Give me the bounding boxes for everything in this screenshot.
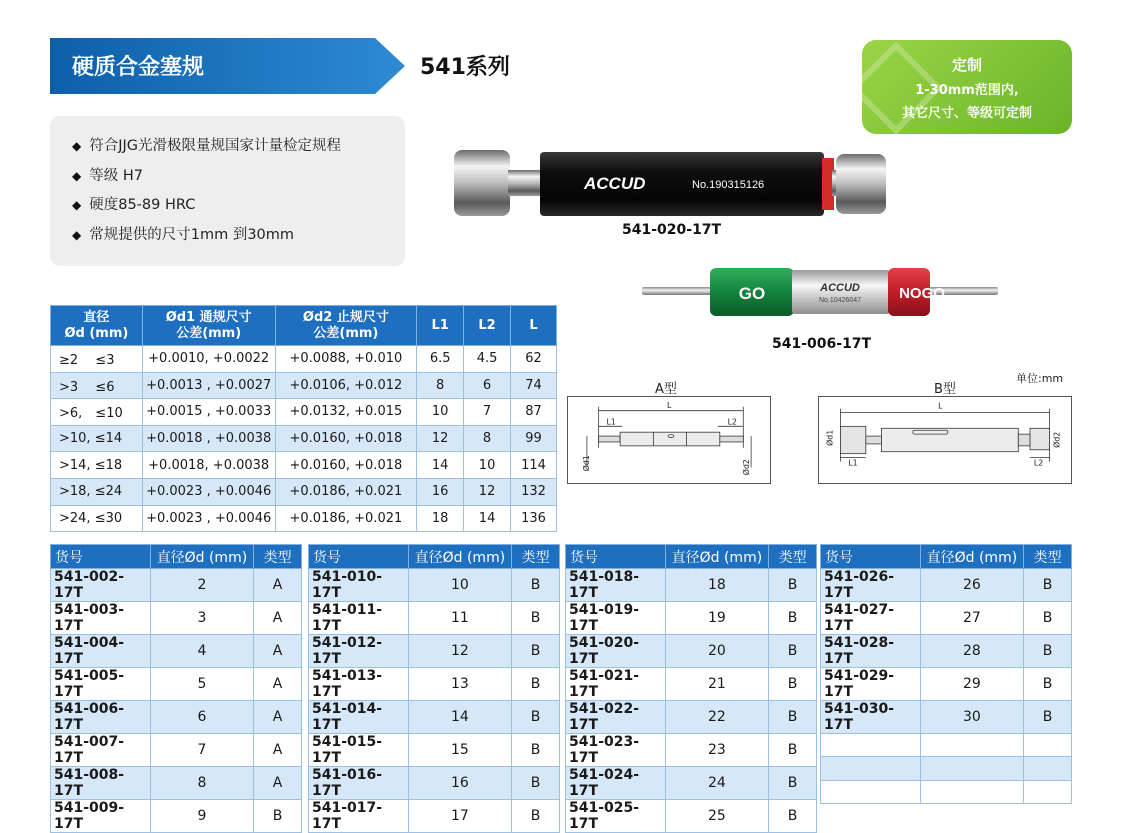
type-cell: A	[254, 569, 302, 602]
diameter-cell: 8	[150, 767, 254, 800]
part-number-cell: 541-004-17T	[51, 635, 151, 668]
spec-cell: 7	[464, 399, 511, 426]
part-number-cell: 541-003-17T	[51, 602, 151, 635]
part-number-cell	[821, 780, 921, 803]
type-cell	[1024, 780, 1072, 803]
type-cell: B	[512, 701, 560, 734]
dim-l2-b: L2	[1033, 458, 1044, 468]
diameter-cell	[920, 757, 1024, 780]
part-number-cell	[821, 734, 921, 757]
table-row	[566, 569, 817, 602]
col-header-type: 类型	[512, 545, 560, 569]
table-row	[309, 800, 560, 833]
table-row	[566, 701, 817, 734]
part-number-cell: 541-017-17T	[309, 800, 409, 833]
spec-cell: +0.0186, +0.021	[275, 505, 417, 532]
spec-row	[51, 478, 557, 505]
spec-cell: 16	[417, 478, 464, 505]
table-row	[51, 701, 302, 734]
type-cell: A	[254, 602, 302, 635]
parts-table-4	[820, 544, 1072, 804]
type-cell: B	[512, 668, 560, 701]
part-number-cell: 541-029-17T	[821, 668, 921, 701]
diameter-cell: 30	[920, 701, 1024, 734]
feature-item	[72, 162, 405, 192]
diameter-cell: 19	[665, 602, 769, 635]
dim-l-b: L	[938, 401, 943, 411]
diameter-cell: 12	[408, 635, 512, 668]
part-number-cell: 541-021-17T	[566, 668, 666, 701]
table-row	[51, 734, 302, 767]
col-header-l1: L1	[417, 306, 464, 346]
col-header-part-no: 货号	[51, 545, 151, 569]
diameter-cell: 18	[665, 569, 769, 602]
spec-cell: 12	[417, 425, 464, 452]
part-number-cell: 541-026-17T	[821, 569, 921, 602]
type-cell: B	[769, 800, 817, 833]
type-cell: B	[769, 668, 817, 701]
drawing-b-title: B型	[934, 382, 956, 397]
col-header-type: 类型	[1024, 545, 1072, 569]
table-row	[566, 800, 817, 833]
spec-cell: >10, ≤14	[51, 425, 143, 452]
go-label: GO	[738, 284, 766, 303]
product-label-top: 541-020-17T	[622, 222, 722, 238]
parts-header-row	[51, 545, 302, 569]
drawing-type-b	[818, 396, 1072, 484]
table-row	[821, 668, 1072, 701]
spec-cell: 4.5	[464, 346, 511, 373]
diameter-cell: 10	[408, 569, 512, 602]
page-title: 硬质合金塞规	[72, 55, 205, 80]
feature-text: 等级 H7	[89, 167, 143, 184]
type-cell: B	[512, 635, 560, 668]
type-cell: B	[769, 569, 817, 602]
part-number-cell: 541-013-17T	[309, 668, 409, 701]
table-row	[566, 668, 817, 701]
diameter-cell: 3	[150, 602, 254, 635]
table-row	[51, 800, 302, 833]
diameter-cell: 15	[408, 734, 512, 767]
table-row	[821, 635, 1072, 668]
part-number-cell: 541-007-17T	[51, 734, 151, 767]
spec-cell: >24, ≤30	[51, 505, 143, 532]
type-cell: B	[769, 734, 817, 767]
spec-cell: +0.0186, +0.021	[275, 478, 417, 505]
table-row	[821, 780, 1072, 803]
part-number-cell: 541-027-17T	[821, 602, 921, 635]
col-header-part-no: 货号	[309, 545, 409, 569]
type-cell: A	[254, 767, 302, 800]
col-header-l: L	[511, 306, 557, 346]
spec-cell: 6.5	[417, 346, 464, 373]
spec-cell: 136	[511, 505, 557, 532]
serial-number-small: No.10426047	[818, 297, 862, 304]
diamond-bullet-icon: ◆	[72, 139, 82, 153]
dim-d2-b: Ød2	[1052, 431, 1062, 448]
col-header-diameter: 直径Ød (mm)	[150, 545, 254, 569]
type-cell: A	[254, 635, 302, 668]
diameter-cell	[920, 780, 1024, 803]
spec-cell: 62	[511, 346, 557, 373]
spec-cell: +0.0106, +0.012	[275, 372, 417, 399]
part-number-cell: 541-005-17T	[51, 668, 151, 701]
col-header-diameter: 直径Ød (mm)	[665, 545, 769, 569]
table-row	[51, 569, 302, 602]
product-label-bottom: 541-006-17T	[772, 336, 872, 352]
feature-item	[72, 132, 405, 162]
diameter-cell: 7	[150, 734, 254, 767]
diameter-cell	[920, 734, 1024, 757]
spec-cell: +0.0018, +0.0038	[142, 452, 275, 479]
diameter-cell: 27	[920, 602, 1024, 635]
parts-table-2	[308, 544, 560, 833]
part-number-cell: 541-009-17T	[51, 800, 151, 833]
spec-cell: 99	[511, 425, 557, 452]
table-row	[566, 602, 817, 635]
drawing-type-a	[567, 396, 771, 484]
part-number-cell: 541-023-17T	[566, 734, 666, 767]
col-header-nogo-size: Ød2 止规尺寸 公差(mm)	[275, 306, 417, 346]
dim-l: L	[667, 400, 672, 410]
part-number-cell: 541-012-17T	[309, 635, 409, 668]
diameter-cell: 16	[408, 767, 512, 800]
table-row	[566, 767, 817, 800]
dim-d1: Ød1	[581, 455, 591, 472]
diameter-cell: 2	[150, 569, 254, 602]
series-title: 541系列	[420, 55, 510, 80]
spec-cell: >3 ≤6	[51, 372, 143, 399]
type-cell: B	[512, 767, 560, 800]
diameter-cell: 6	[150, 701, 254, 734]
parts-header-row	[821, 545, 1072, 569]
spec-cell: +0.0010, +0.0022	[142, 346, 275, 373]
type-cell	[1024, 757, 1072, 780]
spec-cell: 14	[464, 505, 511, 532]
table-row	[51, 635, 302, 668]
table-row	[821, 569, 1072, 602]
type-cell: B	[769, 635, 817, 668]
part-number-cell: 541-014-17T	[309, 701, 409, 734]
type-cell: A	[254, 668, 302, 701]
spec-header-row	[51, 306, 557, 346]
type-cell	[1024, 734, 1072, 757]
feature-text: 符合JJG光滑极限量规国家计量检定规程	[89, 138, 342, 154]
type-cell: A	[254, 701, 302, 734]
diameter-cell: 11	[408, 602, 512, 635]
part-number-cell: 541-015-17T	[309, 734, 409, 767]
parts-table-1	[50, 544, 302, 833]
diameter-cell: 5	[150, 668, 254, 701]
diameter-cell: 4	[150, 635, 254, 668]
diameter-cell: 13	[408, 668, 512, 701]
spec-cell: +0.0013 , +0.0027	[142, 372, 275, 399]
type-cell: B	[769, 767, 817, 800]
dim-l2: L2	[727, 417, 737, 427]
col-header-part-no: 货号	[566, 545, 666, 569]
custom-order-badge	[862, 40, 1072, 134]
part-number-cell	[821, 757, 921, 780]
spec-cell: ≥2 ≤3	[51, 346, 143, 373]
diamond-bullet-icon: ◆	[72, 198, 82, 212]
table-row	[309, 668, 560, 701]
diameter-cell: 17	[408, 800, 512, 833]
diameter-cell: 28	[920, 635, 1024, 668]
spec-cell: +0.0023 , +0.0046	[142, 478, 275, 505]
table-row	[821, 701, 1072, 734]
spec-cell: +0.0160, +0.018	[275, 452, 417, 479]
plug-gauge-photo-top	[452, 148, 888, 220]
part-number-cell: 541-030-17T	[821, 701, 921, 734]
table-row	[821, 602, 1072, 635]
part-number-cell: 541-006-17T	[51, 701, 151, 734]
table-row	[821, 734, 1072, 757]
part-number-cell: 541-019-17T	[566, 602, 666, 635]
table-row	[566, 635, 817, 668]
part-number-cell: 541-024-17T	[566, 767, 666, 800]
diameter-cell: 21	[665, 668, 769, 701]
spec-cell: +0.0088, +0.010	[275, 346, 417, 373]
part-number-cell: 541-002-17T	[51, 569, 151, 602]
col-header-diameter: 直径Ød (mm)	[408, 545, 512, 569]
part-number-cell: 541-025-17T	[566, 800, 666, 833]
table-row	[309, 734, 560, 767]
diameter-cell: 23	[665, 734, 769, 767]
spec-cell: +0.0160, +0.018	[275, 425, 417, 452]
diameter-cell: 24	[665, 767, 769, 800]
col-header-diameter: 直径Ød (mm)	[920, 545, 1024, 569]
part-number-cell: 541-008-17T	[51, 767, 151, 800]
type-cell: B	[1024, 701, 1072, 734]
part-number-cell: 541-022-17T	[566, 701, 666, 734]
type-cell: B	[512, 734, 560, 767]
feature-list	[50, 116, 405, 266]
dim-l1: L1	[606, 417, 616, 427]
dim-d2: Ød2	[742, 459, 752, 476]
spec-cell: 18	[417, 505, 464, 532]
spec-cell: +0.0018 , +0.0038	[142, 425, 275, 452]
diameter-cell: 22	[665, 701, 769, 734]
col-header-type: 类型	[769, 545, 817, 569]
diameter-cell: 29	[920, 668, 1024, 701]
parts-header-row	[309, 545, 560, 569]
table-row	[51, 668, 302, 701]
type-cell: B	[512, 800, 560, 833]
spec-cell: +0.0015 , +0.0033	[142, 399, 275, 426]
table-row	[51, 767, 302, 800]
spec-cell: 6	[464, 372, 511, 399]
spec-cell: 87	[511, 399, 557, 426]
custom-line-1: 1-30mm范围内,	[915, 83, 1019, 98]
custom-title: 定制	[951, 56, 982, 74]
table-row	[566, 734, 817, 767]
spec-cell: +0.0132, +0.015	[275, 399, 417, 426]
part-number-cell: 541-011-17T	[309, 602, 409, 635]
spec-cell: 10	[464, 452, 511, 479]
table-row	[309, 635, 560, 668]
table-row	[821, 757, 1072, 780]
table-row	[51, 602, 302, 635]
spec-row	[51, 425, 557, 452]
drawing-a-title: A型	[655, 382, 677, 397]
plug-gauge-photo-bottom	[640, 264, 1000, 320]
diamond-bullet-icon: ◆	[72, 227, 82, 242]
part-number-cell: 541-028-17T	[821, 635, 921, 668]
part-number-cell: 541-018-17T	[566, 569, 666, 602]
header-banner	[50, 38, 660, 94]
type-cell: B	[512, 602, 560, 635]
diameter-cell: 14	[408, 701, 512, 734]
part-number-cell: 541-016-17T	[309, 767, 409, 800]
table-row	[309, 602, 560, 635]
spec-cell: 114	[511, 452, 557, 479]
col-header-part-no: 货号	[821, 545, 921, 569]
feature-item	[72, 221, 405, 251]
part-number-cell: 541-020-17T	[566, 635, 666, 668]
spec-cell: 12	[464, 478, 511, 505]
type-cell: B	[1024, 635, 1072, 668]
type-cell: B	[254, 800, 302, 833]
brand-logo-small: ACCUD	[820, 282, 860, 294]
spec-row	[51, 346, 557, 373]
table-row	[309, 701, 560, 734]
spec-row	[51, 505, 557, 532]
type-cell: B	[1024, 569, 1072, 602]
feature-item	[72, 191, 405, 221]
part-number-cell: 541-010-17T	[309, 569, 409, 602]
type-cell: B	[512, 569, 560, 602]
col-header-diameter: 直径 Ød (mm)	[51, 306, 143, 346]
spec-row	[51, 452, 557, 479]
spec-cell: >6, ≤10	[51, 399, 143, 426]
diamond-bullet-icon: ◆	[72, 168, 82, 183]
spec-cell: 14	[417, 452, 464, 479]
col-header-type: 类型	[254, 545, 302, 569]
spec-cell: >18, ≤24	[51, 478, 143, 505]
parts-table-3	[565, 544, 817, 833]
diameter-cell: 26	[920, 569, 1024, 602]
diameter-cell: 20	[665, 635, 769, 668]
spec-row	[51, 372, 557, 399]
diameter-cell: 25	[665, 800, 769, 833]
feature-text: 硬度85-89 HRC	[89, 197, 196, 213]
table-row	[309, 569, 560, 602]
type-cell: B	[769, 701, 817, 734]
spec-cell: 8	[464, 425, 511, 452]
spec-cell: >14, ≤18	[51, 452, 143, 479]
dim-d1-b: Ød1	[825, 429, 835, 446]
dim-l1-b: L1	[848, 458, 858, 468]
spec-row	[51, 399, 557, 426]
type-cell: B	[769, 602, 817, 635]
spec-cell: 132	[511, 478, 557, 505]
spec-cell: 10	[417, 399, 464, 426]
table-row	[309, 767, 560, 800]
nogo-label: NOGO	[899, 285, 945, 302]
spec-cell: +0.0023 , +0.0046	[142, 505, 275, 532]
type-cell: B	[1024, 602, 1072, 635]
custom-line-2: 其它尺寸、等级可定制	[901, 106, 1032, 121]
parts-header-row	[566, 545, 817, 569]
spec-cell: 8	[417, 372, 464, 399]
feature-text: 常规提供的尺寸1mm 到30mm	[89, 226, 295, 243]
col-header-go-size: Ød1 通规尺寸 公差(mm)	[142, 306, 275, 346]
type-cell: B	[1024, 668, 1072, 701]
type-cell: A	[254, 734, 302, 767]
serial-number: No.190315126	[692, 179, 765, 191]
unit-label: 单位:mm	[1016, 372, 1064, 385]
brand-logo: ACCUD	[584, 174, 646, 193]
spec-table	[50, 305, 557, 532]
diameter-cell: 9	[150, 800, 254, 833]
col-header-l2: L2	[464, 306, 511, 346]
spec-cell: 74	[511, 372, 557, 399]
